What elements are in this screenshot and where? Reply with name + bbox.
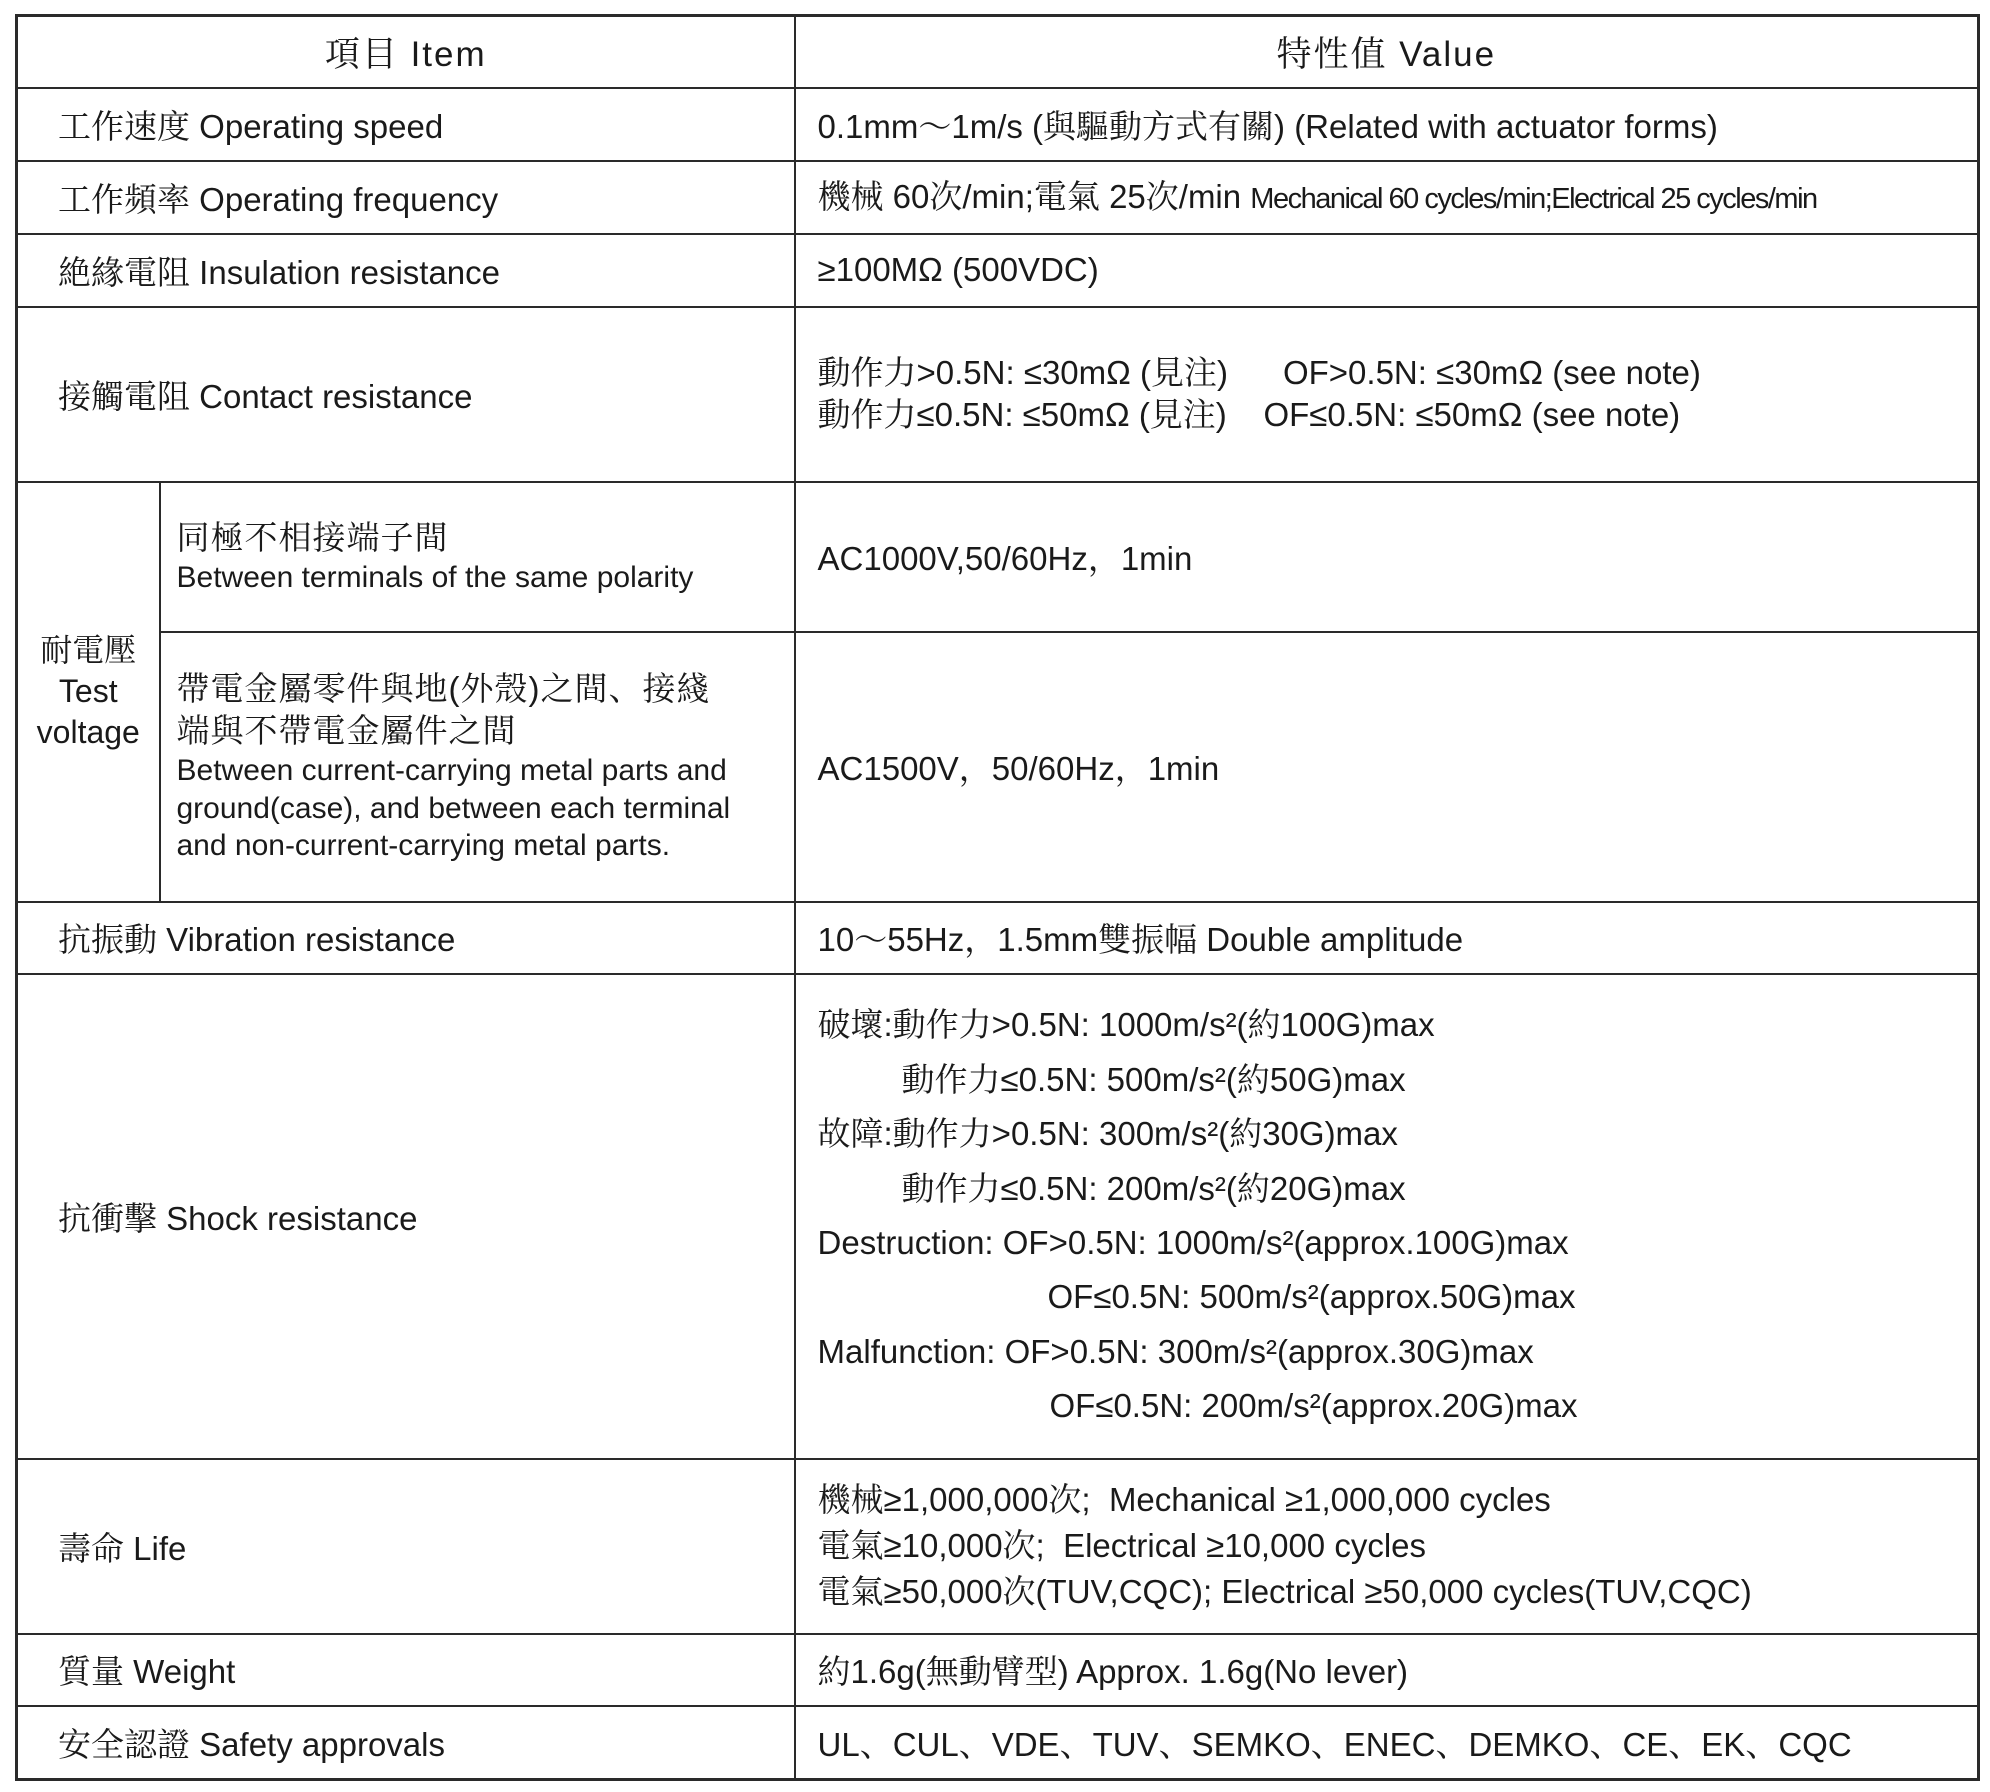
test-voltage-group-label <box>17 482 160 902</box>
row-vibration-resistance <box>17 902 1979 974</box>
value-shock-resistance <box>795 974 1979 1459</box>
row-operating-speed <box>17 88 1979 161</box>
item-insulation-resistance: 絶緣電阻 Insulation resistance <box>17 234 795 307</box>
contact-line: 動作力>0.5N: ≤30mΩ (見注) OF>0.5N: ≤30mΩ (see note) <box>817 353 1701 391</box>
item-current-carrying <box>160 632 795 902</box>
shock-line: Destruction: OF>0.5N: 1000m/s²(approx.100G)max <box>817 1224 1569 1261</box>
current-carrying-en: and non-current-carrying metal parts. <box>176 829 671 863</box>
value-vibration-resistance: 10～55Hz，1.5mm雙振幅 Double amplitude <box>795 902 1979 974</box>
header-value: 特性值 Value <box>795 16 1979 88</box>
row-operating-frequency <box>17 161 1979 234</box>
test-voltage-label-en: Test <box>58 673 118 710</box>
item-same-polarity <box>160 482 795 632</box>
shock-line: OF≤0.5N: 200m/s²(approx.20G)max <box>1049 1387 1578 1425</box>
shock-line: 動作力≤0.5N: 500m/s²(約50G)max <box>901 1060 1406 1098</box>
value-same-polarity: AC1000V,50/60Hz，1min <box>795 482 1979 632</box>
frequency-zh: 機械 60次/min;電氣 25次/min <box>817 177 1242 215</box>
shock-line: 故障:動作力>0.5N: 300m/s²(約30G)max <box>817 1115 1398 1153</box>
value-current-carrying: AC1500V，50/60Hz，1min <box>795 632 1979 902</box>
item-vibration-resistance: 抗振動 Vibration resistance <box>17 902 795 974</box>
shock-line: OF≤0.5N: 500m/s²(approx.50G)max <box>1047 1278 1576 1316</box>
item-contact-resistance: 接觸電阻 Contact resistance <box>17 307 795 482</box>
value-insulation-resistance: ≥100MΩ (500VDC) <box>795 234 1979 307</box>
value-life <box>795 1459 1979 1634</box>
life-line: 電氣≥10,000次; Electrical ≥10,000 cycles <box>817 1526 1427 1564</box>
value-contact-resistance <box>795 307 1979 482</box>
shock-line: Malfunction: OF>0.5N: 300m/s²(approx.30G)max <box>817 1332 1534 1370</box>
header-row <box>17 16 1979 88</box>
same-polarity-zh: 同極不相接端子間 <box>176 518 449 556</box>
life-line: 機械≥1,000,000次; Mechanical ≥1,000,000 cycles <box>817 1480 1551 1518</box>
current-carrying-en: Between current-carrying metal parts and <box>176 754 727 788</box>
shock-line: 破壞:動作力>0.5N: 1000m/s²(約100G)max <box>817 1006 1435 1044</box>
row-test-voltage-current-carrying <box>17 632 1979 902</box>
contact-line: 動作力≤0.5N: ≤50mΩ (見注) OF≤0.5N: ≤50mΩ (see note) <box>817 396 1681 433</box>
shock-line: 動作力≤0.5N: 200m/s²(約20G)max <box>901 1169 1406 1207</box>
current-carrying-zh: 端與不帶電金屬件之間 <box>176 712 517 750</box>
test-voltage-label-zh: 耐電壓 <box>40 632 137 669</box>
row-safety-approvals <box>17 1706 1979 1780</box>
row-shock-resistance <box>17 974 1979 1459</box>
row-life <box>17 1459 1979 1634</box>
value-operating-frequency <box>795 161 1979 234</box>
item-operating-frequency: 工作頻率 Operating frequency <box>17 161 795 234</box>
value-weight: 約1.6g(無動臂型) Approx. 1.6g(No lever) <box>795 1634 1979 1706</box>
spec-table <box>15 14 1980 1781</box>
header-item: 項目 Item <box>17 16 795 88</box>
value-operating-speed: 0.1mm～1m/s (與驅動方式有關) (Related with actuator forms) <box>795 88 1979 161</box>
item-operating-speed: 工作速度 Operating speed <box>17 88 795 161</box>
life-line: 電氣≥50,000次(TUV,CQC); Electrical ≥50,000 cycles(TUV,CQC) <box>817 1573 1752 1611</box>
row-test-voltage-same-polarity <box>17 482 1979 632</box>
same-polarity-en: Between terminals of the same polarity <box>176 560 694 594</box>
frequency-en: Mechanical 60 cycles/min;Electrical 25 cycles/min <box>1250 182 1817 215</box>
item-weight: 質量 Weight <box>17 1634 795 1706</box>
value-safety-approvals: UL、CUL、VDE、TUV、SEMKO、ENEC、DEMKO、CE、EK、CQC <box>795 1706 1979 1780</box>
current-carrying-en: ground(case), and between each terminal <box>176 791 731 825</box>
test-voltage-label-en: voltage <box>36 713 140 750</box>
current-carrying-zh: 帶電金屬零件與地(外殼)之間、接綫 <box>176 670 711 708</box>
row-insulation-resistance <box>17 234 1979 307</box>
row-contact-resistance <box>17 307 1979 482</box>
item-life: 壽命 Life <box>17 1459 795 1634</box>
item-shock-resistance: 抗衝擊 Shock resistance <box>17 974 795 1459</box>
item-safety-approvals: 安全認證 Safety approvals <box>17 1706 795 1780</box>
row-weight <box>17 1634 1979 1706</box>
